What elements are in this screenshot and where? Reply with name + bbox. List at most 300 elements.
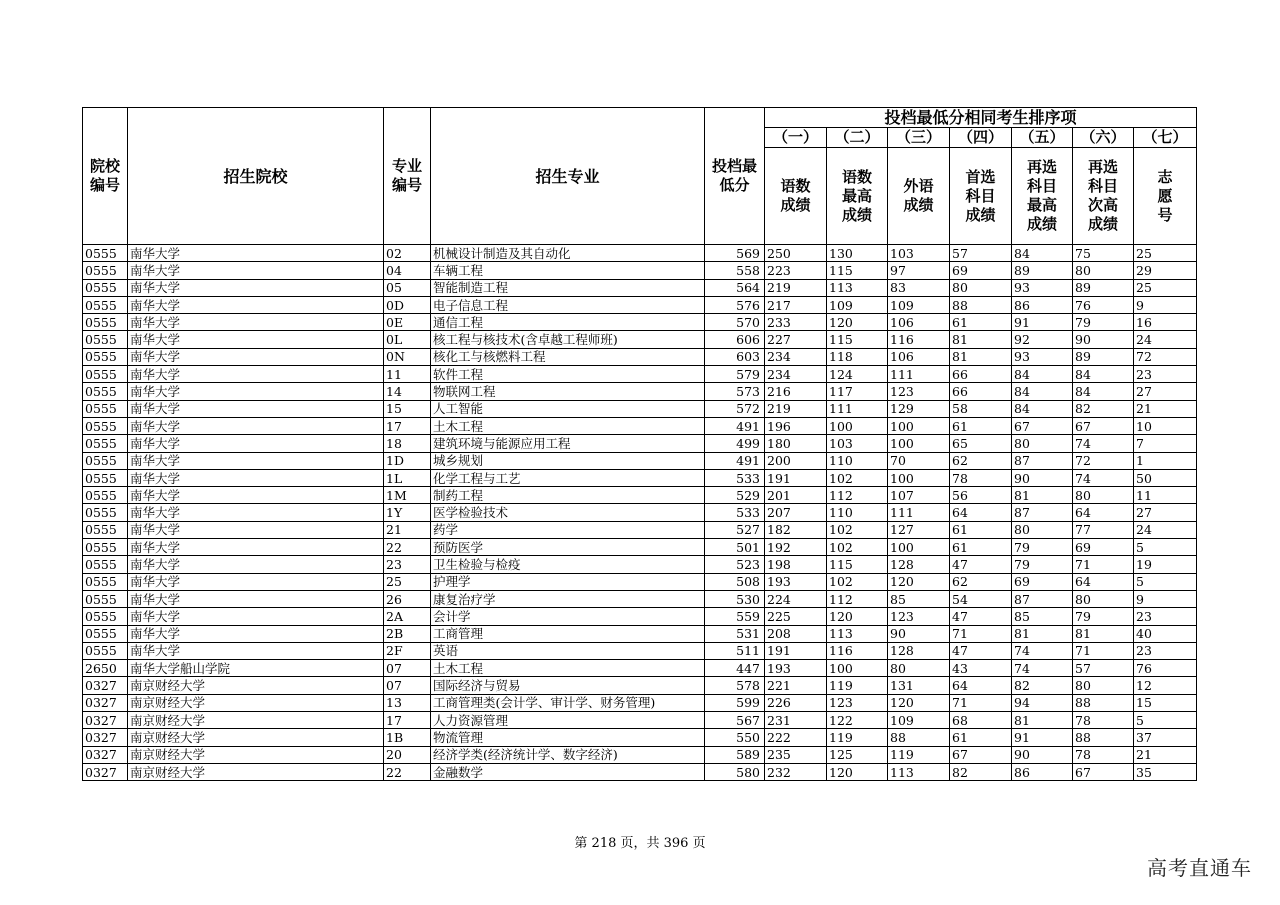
table-cell: 226 [765,694,827,711]
table-cell: 533 [705,504,765,521]
table-cell: 193 [765,573,827,590]
table-cell: 80 [1073,590,1134,607]
table-cell: 47 [950,556,1012,573]
table-cell: 1L [384,469,431,486]
table-row [83,504,1197,521]
table-cell: 87 [1012,590,1073,607]
table-cell: 0555 [83,452,128,469]
table-cell: 2B [384,625,431,642]
table-cell: 100 [827,417,888,434]
table-cell: 22 [384,539,431,556]
table-cell: 223 [765,262,827,279]
table-cell: 金融数学 [431,763,705,780]
header-sort-item: 再选科目最高成绩 [1012,148,1073,245]
table-cell: 125 [827,746,888,763]
table-cell: 18 [384,435,431,452]
header-order: （七） [1134,128,1197,148]
table-cell: 578 [705,677,765,694]
table-cell: 05 [384,279,431,296]
table-cell: 80 [1073,487,1134,504]
table-cell: 21 [1134,400,1197,417]
table-row [83,331,1197,348]
table-cell: 土木工程 [431,660,705,677]
table-cell: 128 [888,556,950,573]
admission-table [82,107,1197,781]
table-cell: 0327 [83,712,128,729]
table-cell: 102 [827,573,888,590]
table-cell: 南华大学 [128,504,384,521]
table-cell: 84 [1012,383,1073,400]
table-cell: 0555 [83,539,128,556]
table-cell: 南华大学 [128,383,384,400]
table-cell: 土木工程 [431,417,705,434]
table-cell: 56 [950,487,1012,504]
table-cell: 100 [888,435,950,452]
table-cell: 0555 [83,504,128,521]
header-order: （四） [950,128,1012,148]
table-cell: 93 [1012,279,1073,296]
table-cell: 0555 [83,625,128,642]
table-cell: 0555 [83,245,128,262]
table-cell: 88 [888,729,950,746]
table-cell: 7 [1134,435,1197,452]
table-cell: 2A [384,608,431,625]
table-cell: 198 [765,556,827,573]
table-cell: 89 [1073,279,1134,296]
table-cell: 107 [888,487,950,504]
table-cell: 62 [950,452,1012,469]
table-cell: 511 [705,642,765,659]
table-row [83,279,1197,296]
table-cell: 80 [1012,435,1073,452]
table-cell: 智能制造工程 [431,279,705,296]
header-major: 招生专业 [431,108,705,245]
table-cell: 91 [1012,729,1073,746]
table-cell: 南华大学 [128,539,384,556]
table-cell: 224 [765,590,827,607]
table-row [83,366,1197,383]
table-row [83,487,1197,504]
table-cell: 131 [888,677,950,694]
table-cell: 110 [827,452,888,469]
table-cell: 123 [888,608,950,625]
table-row [83,660,1197,677]
table-cell: 78 [1073,712,1134,729]
table-cell: 589 [705,746,765,763]
table-cell: 17 [384,417,431,434]
table-cell: 74 [1073,435,1134,452]
table-cell: 191 [765,642,827,659]
table-cell: 82 [1073,400,1134,417]
watermark-text: 高考直通车 [1147,856,1252,880]
table-cell: 123 [888,383,950,400]
table-cell: 120 [888,694,950,711]
table-cell: 62 [950,573,1012,590]
table-cell: 233 [765,314,827,331]
table-cell: 115 [827,556,888,573]
table-cell: 219 [765,400,827,417]
table-cell: 110 [827,504,888,521]
table-cell: 603 [705,348,765,365]
table-cell: 529 [705,487,765,504]
table-cell: 79 [1073,608,1134,625]
table-cell: 0555 [83,417,128,434]
table-cell: 115 [827,331,888,348]
table-cell: 12 [1134,677,1197,694]
table-cell: 235 [765,746,827,763]
table-cell: 92 [1012,331,1073,348]
table-cell: 23 [384,556,431,573]
table-cell: 201 [765,487,827,504]
table-row [83,573,1197,590]
table-row [83,314,1197,331]
table-cell: 221 [765,677,827,694]
table-cell: 64 [1073,504,1134,521]
table-cell: 24 [1134,521,1197,538]
table-cell: 102 [827,469,888,486]
table-cell: 软件工程 [431,366,705,383]
table-cell: 216 [765,383,827,400]
table-cell: 0555 [83,608,128,625]
table-cell: 79 [1012,556,1073,573]
table-cell: 25 [1134,245,1197,262]
table-cell: 核化工与核燃料工程 [431,348,705,365]
table-cell: 86 [1012,763,1073,780]
table-cell: 102 [827,539,888,556]
table-cell: 82 [1012,677,1073,694]
table-cell: 533 [705,469,765,486]
table-cell: 南京财经大学 [128,677,384,694]
table-cell: 43 [950,660,1012,677]
table-cell: 111 [888,366,950,383]
table-cell: 84 [1012,245,1073,262]
table-cell: 81 [1012,712,1073,729]
table-cell: 491 [705,417,765,434]
table-cell: 27 [1134,383,1197,400]
table-cell: 122 [827,712,888,729]
table-cell: 219 [765,279,827,296]
table-cell: 100 [888,417,950,434]
table-cell: 工商管理 [431,625,705,642]
table-cell: 57 [950,245,1012,262]
table-cell: 康复治疗学 [431,590,705,607]
table-cell: 40 [1134,625,1197,642]
table-row [83,452,1197,469]
table-cell: 1B [384,729,431,746]
table-cell: 599 [705,694,765,711]
table-cell: 80 [1073,677,1134,694]
table-row [83,677,1197,694]
table-cell: 93 [1012,348,1073,365]
table-cell: 120 [827,763,888,780]
table-cell: 88 [950,296,1012,313]
table-cell: 84 [1073,366,1134,383]
header-min-score: 投档最低分 [705,108,765,245]
table-cell: 606 [705,331,765,348]
table-cell: 07 [384,677,431,694]
table-cell: 24 [1134,331,1197,348]
table-cell: 0E [384,314,431,331]
table-row [83,296,1197,313]
table-cell: 579 [705,366,765,383]
table-cell: 会计学 [431,608,705,625]
table-cell: 85 [888,590,950,607]
table-cell: 117 [827,383,888,400]
table-cell: 07 [384,660,431,677]
table-cell: 232 [765,763,827,780]
table-row [83,417,1197,434]
table-row [83,245,1197,262]
table-cell: 80 [1012,521,1073,538]
table-cell: 10 [1134,417,1197,434]
table-cell: 119 [888,746,950,763]
table-cell: 71 [950,694,1012,711]
table-row [83,694,1197,711]
table-cell: 72 [1134,348,1197,365]
table-cell: 南京财经大学 [128,763,384,780]
table-cell: 89 [1012,262,1073,279]
table-cell: 2F [384,642,431,659]
table-cell: 0N [384,348,431,365]
table-cell: 128 [888,642,950,659]
header-order: （二） [827,128,888,148]
table-cell: 南华大学 [128,608,384,625]
table-cell: 111 [888,504,950,521]
table-cell: 13 [384,694,431,711]
table-cell: 78 [1073,746,1134,763]
table-cell: 234 [765,348,827,365]
table-row [83,590,1197,607]
table-cell: 0555 [83,296,128,313]
header-sort-item: 志愿号 [1134,148,1197,245]
table-cell: 47 [950,642,1012,659]
table-cell: 227 [765,331,827,348]
table-cell: 南京财经大学 [128,712,384,729]
table-cell: 南京财经大学 [128,746,384,763]
table-cell: 113 [827,279,888,296]
table-cell: 南华大学 [128,573,384,590]
table-cell: 530 [705,590,765,607]
table-cell: 192 [765,539,827,556]
table-cell: 85 [1012,608,1073,625]
table-cell: 通信工程 [431,314,705,331]
table-cell: 106 [888,314,950,331]
table-cell: 0L [384,331,431,348]
table-cell: 57 [1073,660,1134,677]
table-cell: 0555 [83,487,128,504]
table-cell: 南华大学 [128,487,384,504]
table-row [83,608,1197,625]
table-cell: 111 [827,400,888,417]
table-cell: 81 [950,348,1012,365]
table-cell: 南华大学 [128,417,384,434]
table-cell: 02 [384,245,431,262]
table-cell: 0555 [83,366,128,383]
header-tie-group: 投档最低分相同考生排序项 [765,108,1197,128]
table-cell: 15 [384,400,431,417]
table-cell: 569 [705,245,765,262]
table-cell: 医学检验技术 [431,504,705,521]
table-cell: 91 [1012,314,1073,331]
table-cell: 南华大学 [128,245,384,262]
table-cell: 67 [1073,763,1134,780]
table-cell: 570 [705,314,765,331]
table-cell: 88 [1073,729,1134,746]
table-cell: 南华大学 [128,469,384,486]
header-sort-item: 语数成绩 [765,148,827,245]
header-sort-item: 语数最高成绩 [827,148,888,245]
table-cell: 0327 [83,763,128,780]
table-cell: 130 [827,245,888,262]
table-cell: 129 [888,400,950,417]
table-cell: 21 [384,521,431,538]
table-cell: 87 [1012,504,1073,521]
table-cell: 87 [1012,452,1073,469]
table-cell: 15 [1134,694,1197,711]
table-cell: 80 [950,279,1012,296]
table-cell: 66 [950,383,1012,400]
table-cell: 9 [1134,590,1197,607]
table-cell: 109 [888,296,950,313]
table-cell: 南华大学 [128,590,384,607]
table-cell: 109 [888,712,950,729]
table-cell: 82 [950,763,1012,780]
table-cell: 南华大学 [128,625,384,642]
table-cell: 64 [950,504,1012,521]
table-cell: 86 [1012,296,1073,313]
table-cell: 88 [1073,694,1134,711]
table-row [83,729,1197,746]
table-cell: 物联网工程 [431,383,705,400]
table-row [83,469,1197,486]
table-cell: 经济学类(经济统计学、数字经济) [431,746,705,763]
table-cell: 100 [888,539,950,556]
header-school: 招生院校 [128,108,384,245]
table-cell: 447 [705,660,765,677]
table-cell: 72 [1073,452,1134,469]
table-cell: 66 [950,366,1012,383]
table-cell: 南华大学 [128,262,384,279]
table-cell: 207 [765,504,827,521]
table-cell: 81 [950,331,1012,348]
table-cell: 23 [1134,642,1197,659]
table-cell: 103 [827,435,888,452]
table-cell: 550 [705,729,765,746]
table-cell: 卫生检验与检疫 [431,556,705,573]
table-cell: 491 [705,452,765,469]
table-cell: 564 [705,279,765,296]
table-cell: 89 [1073,348,1134,365]
table-cell: 112 [827,487,888,504]
table-cell: 69 [1012,573,1073,590]
table-cell: 123 [827,694,888,711]
table-cell: 94 [1012,694,1073,711]
table-cell: 0555 [83,348,128,365]
table-cell: 1D [384,452,431,469]
table-cell: 23 [1134,608,1197,625]
table-row [83,746,1197,763]
table-cell: 231 [765,712,827,729]
table-cell: 71 [1073,556,1134,573]
table-cell: 102 [827,521,888,538]
table-cell: 65 [950,435,1012,452]
table-cell: 83 [888,279,950,296]
table-cell: 0327 [83,694,128,711]
table-cell: 113 [888,763,950,780]
table-cell: 58 [950,400,1012,417]
table-cell: 70 [888,452,950,469]
table-cell: 61 [950,417,1012,434]
header-major-code: 专业编号 [384,108,431,245]
table-cell: 南华大学 [128,366,384,383]
table-cell: 0327 [83,677,128,694]
table-row [83,348,1197,365]
table-cell: 5 [1134,712,1197,729]
table-cell: 84 [1012,400,1073,417]
table-cell: 120 [827,608,888,625]
table-cell: 04 [384,262,431,279]
table-cell: 机械设计制造及其自动化 [431,245,705,262]
table-row [83,625,1197,642]
header-sort-item: 首选科目成绩 [950,148,1012,245]
table-cell: 501 [705,539,765,556]
table-cell: 523 [705,556,765,573]
table-cell: 90 [1012,746,1073,763]
table-cell: 90 [1073,331,1134,348]
table-cell: 22 [384,763,431,780]
table-cell: 81 [1012,487,1073,504]
table-cell: 27 [1134,504,1197,521]
table-cell: 76 [1134,660,1197,677]
table-cell: 0555 [83,435,128,452]
table-cell: 9 [1134,296,1197,313]
header-order: （一） [765,128,827,148]
table-cell: 559 [705,608,765,625]
table-row [83,642,1197,659]
table-cell: 222 [765,729,827,746]
table-cell: 1Y [384,504,431,521]
table-cell: 54 [950,590,1012,607]
table-cell: 67 [1073,417,1134,434]
table-cell: 化学工程与工艺 [431,469,705,486]
table-cell: 南华大学 [128,642,384,659]
table-cell: 250 [765,245,827,262]
table-cell: 109 [827,296,888,313]
table-cell: 2650 [83,660,128,677]
table-cell: 35 [1134,763,1197,780]
table-cell: 0327 [83,746,128,763]
table-cell: 531 [705,625,765,642]
table-cell: 50 [1134,469,1197,486]
table-cell: 113 [827,625,888,642]
table-cell: 234 [765,366,827,383]
table-cell: 61 [950,729,1012,746]
table-cell: 1M [384,487,431,504]
table-cell: 196 [765,417,827,434]
table-cell: 预防医学 [431,539,705,556]
page-footer: 第 218 页，共 396 页 [574,836,706,851]
table-cell: 208 [765,625,827,642]
table-cell: 14 [384,383,431,400]
table-cell: 南华大学 [128,556,384,573]
table-cell: 0555 [83,262,128,279]
table-cell: 225 [765,608,827,625]
table-row [83,556,1197,573]
table-cell: 南华大学船山学院 [128,660,384,677]
table-cell: 74 [1012,642,1073,659]
table-cell: 106 [888,348,950,365]
table-cell: 1 [1134,452,1197,469]
